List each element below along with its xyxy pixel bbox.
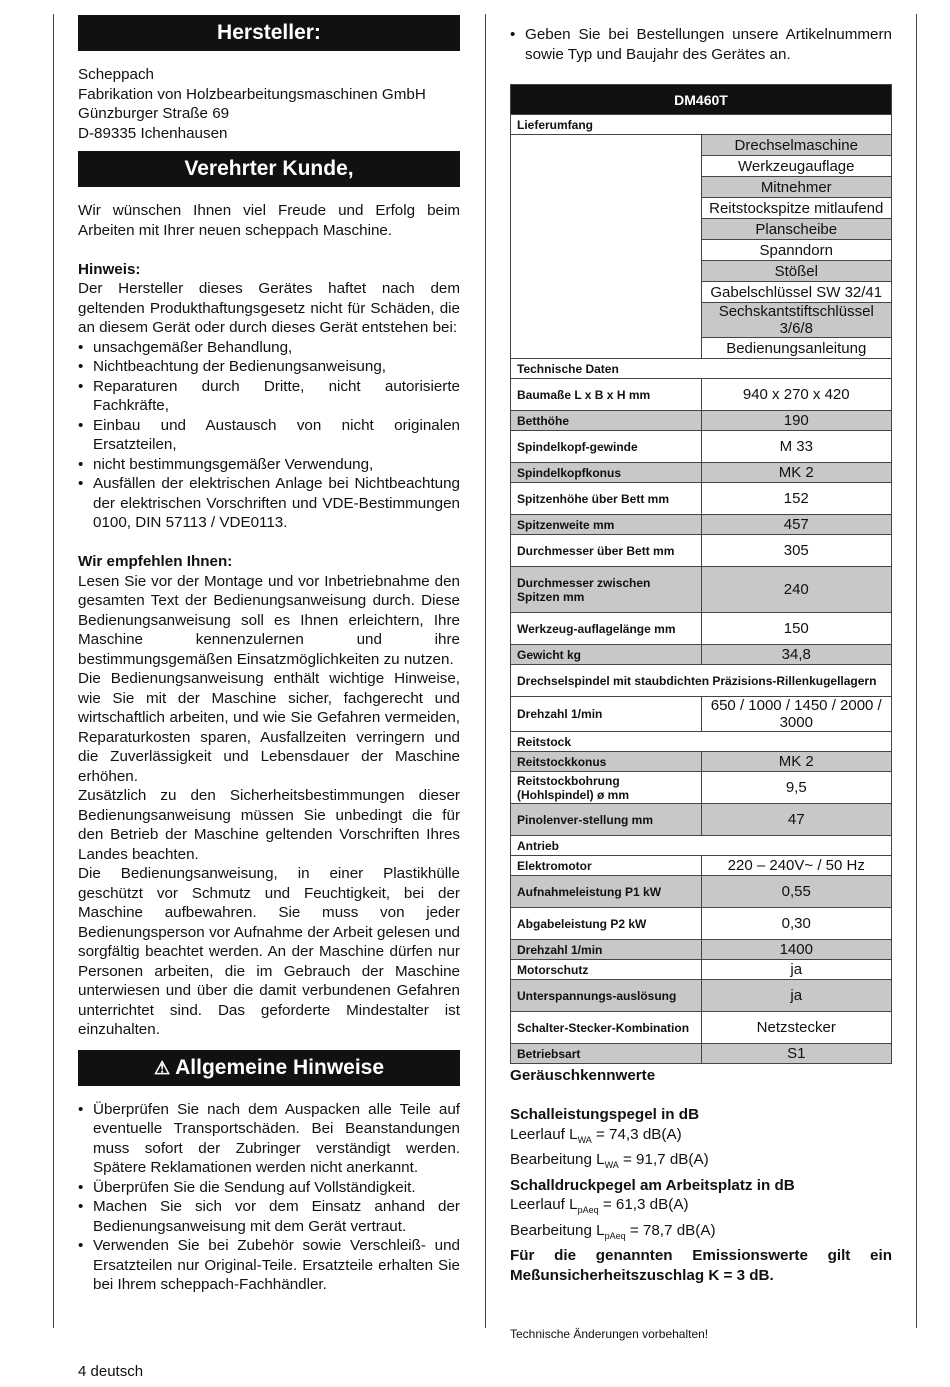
right-column [510,14,892,1341]
column-rule-middle [485,14,486,1328]
list-item: • Nichtbeachtung der Bedienungsanweisung, [78,357,460,377]
scope-item: Drechselmaschine [701,135,892,156]
address-line: D-89335 Ichenhausen [78,124,228,142]
list-item: • Geben Sie bei Bestellungen unsere Artikelnummern sowie Typ und Baujahr des Gerätes an. [510,25,892,64]
spec-key: Motorschutz [511,960,702,980]
recommend-paragraph: Lesen Sie vor der Montage und vor Inbetriebnahme den gesamten Text der Bedienungsanweisung durch. Diese Bedienungsanweisung soll es Ihnen erleichtern, Ihre Maschine kennenzulernen und ihre bestimmungsgemäßen Einsatzmöglichkeiten zu nutzen. [78,572,460,668]
spec-key: Spindelkopfkonus [511,463,702,483]
scope-item: Planscheibe [701,219,892,240]
sound-power-title: Schalleistungspegel in dB [510,1106,700,1123]
spec-value: 650 / 1000 / 1450 / 2000 / 3000 [701,697,892,732]
general-heading [78,1050,460,1086]
tailstock-label: Reitstock [511,732,892,752]
general-heading-label: Allgemeine Hinweise [175,1055,385,1079]
noise-heading: Geräuschkennwerte [510,1067,656,1084]
list-item: • unsachgemäßer Behandlung, [78,338,460,358]
scope-item: Werkzeugauflage [701,156,892,177]
spec-value: 1400 [701,940,892,960]
spec-key: Drehzahl 1/min [511,940,702,960]
list-item: • Überprüfen Sie die Sendung auf Vollständigkeit. [78,1178,460,1198]
spec-value: MK 2 [701,752,892,772]
scope-item: Mitnehmer [701,177,892,198]
spec-key: Reitstockkonus [511,752,702,772]
left-column [78,14,460,1295]
spec-value: Netzstecker [701,1012,892,1044]
scope-item: Spanndorn [701,240,892,261]
spindle-label: Drechselspindel mit staubdichten Präzisions-Rillenkugellagern [511,665,892,697]
spec-key: Werkzeug-auflagelänge mm [511,613,702,645]
list-item: • Ausfällen der elektrischen Anlage bei Nichtbeachtung der elektrischen Vorschriften und VDE-Bestimmungen 0100, DIN 57113 / VDE0113. [78,474,460,533]
notice-text: Der Hersteller dieses Gerätes haftet nach dem geltenden Produkthaftungsgesetz nicht für Schäden, die an diesem Gerät oder durch dieses Gerät entstehen bei: [78,280,460,336]
notice-title: Hinweis: [78,260,141,278]
spec-value: 0,30 [701,908,892,940]
list-item: • Einbau und Austausch von nicht originalen Ersatzteilen, [78,416,460,455]
spec-key: Aufnahmeleistung P1 kW [511,876,702,908]
column-rule-left [53,14,54,1328]
noise-line: Bearbeitung $L_{pAeq} = 78,7$ dB(A) [510,1221,716,1241]
address-line: Günzburger Straße 69 [78,105,230,122]
tech-label: Technische Daten [511,359,892,379]
sound-pressure-title: Schalldruckpegel am Arbeitsplatz in dB [510,1176,795,1194]
spec-value: 34,8 [701,645,892,665]
scope-empty-cell [511,135,702,359]
spec-value: 220 – 240V~ / 50 Hz [701,856,892,876]
list-item: • nicht bestimmungsgemäßer Verwendung, [78,455,460,475]
manufacturer-heading: Hersteller: [78,15,460,51]
scope-item: Gabelschlüssel SW 32/41 [701,282,892,303]
spec-value: 305 [701,535,892,567]
address-line: Fabrikation von Holzbearbeitungsmaschinen GmbH [78,85,426,103]
spec-key: Betthöhe [511,411,702,431]
spec-value: ja [701,980,892,1012]
spec-key: Durchmesser zwischen Spitzen mm [511,567,702,613]
spec-table [510,84,892,1064]
spec-value: S1 [701,1044,892,1064]
spec-key: Abgabeleistung P2 kW [511,908,702,940]
noise-line: Leerlauf $L_{WA} = 74,3$ dB(A) [510,1125,682,1145]
model-title: DM460T [511,85,892,115]
scope-item: Sechskantstiftschlüssel 3/6/8 [701,303,892,338]
list-item: • Überprüfen Sie nach dem Auspacken alle Teile auf eventuelle Transportschäden. Bei Beanstandungen muss sofort der Zubringer verständigt werden. Spätere Reklamationen werden nicht anerkannt. [78,1100,460,1178]
spec-value: 152 [701,483,892,515]
spec-key: Spitzenhöhe über Bett mm [511,483,702,515]
warning-triangle-icon: ⚠ [153,1057,171,1078]
address-line: Scheppach [78,66,154,83]
scope-item: Reitstockspitze mitlaufend [701,198,892,219]
spec-value: 47 [701,804,892,836]
spec-key: Betriebsart [511,1044,702,1064]
list-item: • Machen Sie sich vor dem Einsatz anhand der Bedienungsanweisung mit dem Gerät vertraut. [78,1197,460,1236]
noise-line: Leerlauf $L_{pAeq} = 61,3$ dB(A) [510,1196,689,1216]
spec-key: Unterspannungs-auslösung [511,980,702,1012]
page-footer: 4 deutsch [78,1363,144,1380]
drive-label: Antrieb [511,836,892,856]
spec-value: 240 [701,567,892,613]
spec-key: Reitstockbohrung (Hohlspindel) ø mm [511,772,702,804]
spec-value: 0,55 [701,876,892,908]
scope-label: Lieferumfang [511,115,892,135]
emission-note: Für die genannten Emissionswerte gilt ein Meßunsicherheitszuschlag K = 3 dB. [510,1247,892,1284]
spec-key: Spitzenweite mm [511,515,702,535]
scope-item: Stößel [701,261,892,282]
spec-key: Elektromotor [511,856,702,876]
spec-key: Gewicht kg [511,645,702,665]
spec-value: M 33 [701,431,892,463]
order-note [510,25,892,64]
spec-value: 190 [701,411,892,431]
spec-key: Schalter-Stecker-Kombination [511,1012,702,1044]
noise-line: Bearbeitung $L_{WA} = 91,7$ dB(A) [510,1151,709,1171]
changes-note: Technische Änderungen vorbehalten! [510,1327,709,1342]
recommend-paragraph: Die Bedienungsanweisung enthält wichtige Hinweise, wie Sie mit der Maschine sicher, fachgerecht und wirtschaftlich arbeiten, und wie Sie Gefahren vermeiden, Reparaturkosten sparen, Ausfallzeiten verringern und die Zuverlässigkeit und Lebensdauer der Maschine erhöhen. [78,670,460,785]
spec-value: 940 x 270 x 420 [701,379,892,411]
recommend-title: Wir empfehlen Ihnen: [78,553,233,570]
spec-value: 457 [701,515,892,535]
recommend-paragraph: Die Bedienungsanweisung, in einer Plastikhülle geschützt vor Schmutz und Feuchtigkeit, bei der Maschine aufbewahren. Sie muss von jeder Bedienungsperson vor Aufnahme der Arbeit gelesen und sorgfältig beachtet werden. An der Maschine dürfen nur Personen arbeiten, die im Gebrauch der Maschine unterwiesen und über die damit verbundenen Gefahren unterrichtet sind. Das geforderte Mindestalter ist einzuhalten. [78,865,460,1038]
spec-key: Spindelkopf-gewinde [511,431,702,463]
customer-intro: Wir wünschen Ihnen viel Freude und Erfolg beim Arbeiten mit Ihrer neuen scheppach Maschine. [78,202,460,239]
spec-key: Baumaße L x B x H mm [511,379,702,411]
scope-item: Bedienungsanleitung [701,338,892,359]
notice-list [78,338,460,533]
spec-key: Pinolenver-stellung mm [511,804,702,836]
list-item: • Reparaturen durch Dritte, nicht autorisierte Fachkräfte, [78,377,460,416]
column-rule-right [916,14,917,1328]
recommend-paragraph: Zusätzlich zu den Sicherheitsbestimmungen dieser Bedienungsanweisung müssen Sie unbedingt die für den Betrieb der Maschine geltenden Vorschriften Ihres Landes beachten. [78,787,460,863]
manufacturer-address [78,65,460,143]
general-list [78,1100,460,1295]
spec-key: Drehzahl 1/min [511,697,702,732]
spec-value: 150 [701,613,892,645]
list-item: • Verwenden Sie bei Zubehör sowie Verschleiß- und Ersatzteilen nur Original-Teile. Ersatzteile erhalten Sie bei Ihrem scheppach-Fachhändler. [78,1236,460,1295]
spec-value: MK 2 [701,463,892,483]
spec-value: ja [701,960,892,980]
spec-value: 9,5 [701,772,892,804]
spec-key: Durchmesser über Bett mm [511,535,702,567]
noise-section [510,1066,892,1285]
customer-heading: Verehrter Kunde, [78,151,460,187]
